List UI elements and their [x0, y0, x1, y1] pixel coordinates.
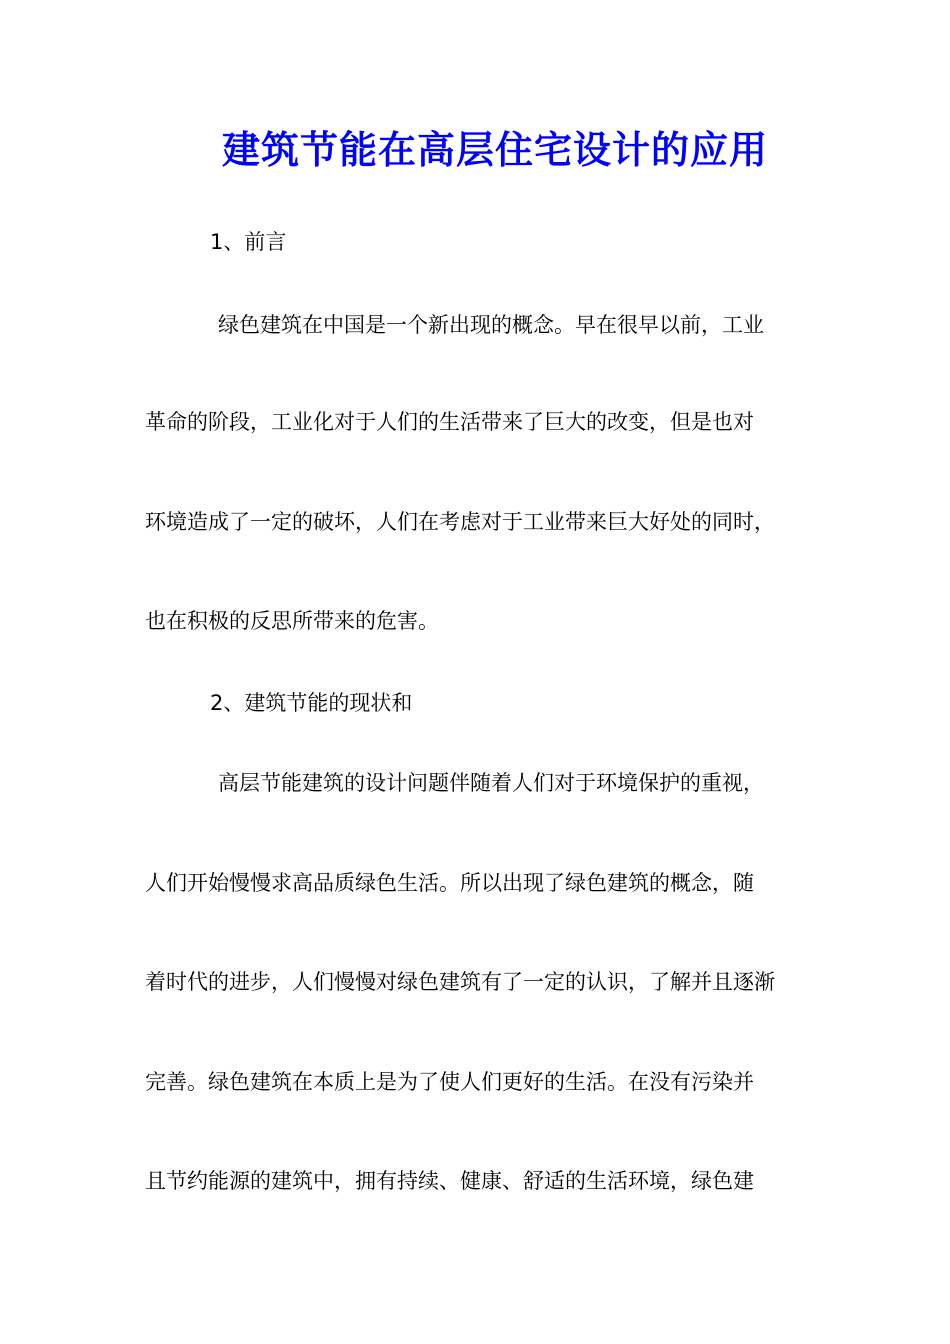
- section-heading-2: 2、建筑节能的现状和: [210, 691, 413, 715]
- paragraph-line: 且节约能源的建筑中，拥有持续、健康、舒适的生活环境，绿色建: [145, 1169, 754, 1193]
- paragraph-line: 革命的阶段，工业化对于人们的生活带来了巨大的改变，但是也对: [145, 410, 754, 434]
- paragraph-line: 着时代的进步，人们慢慢对绿色建筑有了一定的认识，了解并且逐渐: [145, 970, 775, 994]
- document-title: 建筑节能在高层住宅设计的应用: [221, 127, 768, 172]
- paragraph-line: 完善。绿色建筑在本质上是为了使人们更好的生活。在没有污染并: [145, 1070, 754, 1094]
- paragraph-line: 环境造成了一定的破坏，人们在考虑对于工业带来巨大好处的同时，: [145, 510, 775, 534]
- paragraph-line: 绿色建筑在中国是一个新出现的概念。早在很早以前，工业: [218, 313, 764, 337]
- paragraph-line: 人们开始慢慢求高品质绿色生活。所以出现了绿色建筑的概念，随: [145, 871, 754, 895]
- section-heading-1: 1、前言: [210, 230, 287, 254]
- paragraph-line: 也在积极的反思所带来的危害。: [145, 609, 439, 633]
- paragraph-line: 高层节能建筑的设计问题伴随着人们对于环境保护的重视，: [218, 771, 764, 795]
